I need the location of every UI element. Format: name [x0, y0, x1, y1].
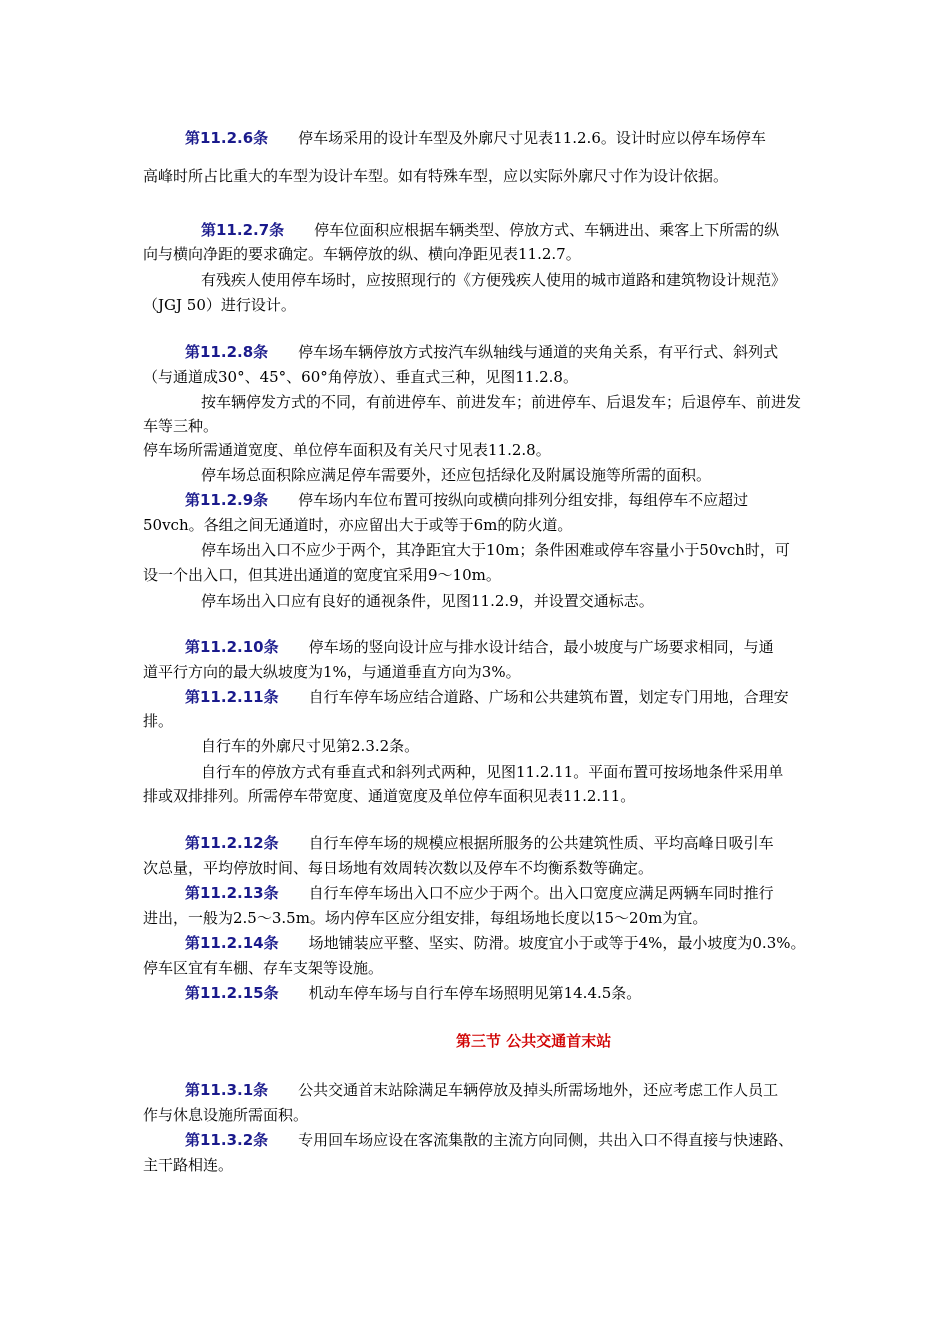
article-11-3-1 [185, 1080, 778, 1100]
article-11-2-9 [185, 490, 748, 510]
article-text: 进出，一般为2.5～3.5m。场内停车区应分组安排，每组场地长度以15～20m为宜。 [143, 909, 708, 927]
article-text: 50vch。各组之间无通道时，亦应留出大于或等于6m的防火道。 [143, 516, 573, 534]
article-11-2-11 [185, 687, 789, 707]
article-text: 有残疾人使用停车场时，应按照现行的《方便残疾人使用的城市道路和建筑物设计规范》 [201, 271, 787, 289]
article-11-2-7 [201, 220, 779, 240]
article-text: 自行车停车场的规模应根据所服务的公共建筑性质、平均高峰日吸引车 [308, 834, 774, 852]
article-text: （JGJ 50）进行设计。 [143, 296, 296, 314]
article-number: 第11.2.10条 [185, 638, 279, 656]
article-text: 向与横向净距的要求确定。车辆停放的纵、横向净距见表11.2.7。 [143, 245, 581, 263]
article-text: 停车位面积应根据车辆类型、停放方式、车辆进出、乘客上下所需的纵 [314, 221, 780, 239]
article-11-2-14 [185, 933, 806, 953]
article-11-2-13 [185, 883, 774, 903]
article-text: 场地铺装应平整、坚实、防滑。坡度宜小于或等于4%，最小坡度为0.3%。 [308, 934, 806, 952]
article-text: 停车场出入口应有良好的通视条件，见图11.2.9，并设置交通标志。 [201, 592, 654, 610]
article-number: 第11.3.2条 [185, 1131, 269, 1149]
article-text: 停车场内车位布置可按纵向或横向排列分组安排，每组停车不应超过 [298, 491, 749, 509]
article-text: 停车场车辆停放方式按汽车纵轴线与通道的夹角关系，有平行式、斜列式 [298, 343, 779, 361]
article-number: 第11.2.14条 [185, 934, 279, 952]
article-11-2-15 [185, 983, 641, 1003]
article-text: 自行车停车场应结合道路、广场和公共建筑布置，划定专门用地，合理安 [308, 688, 789, 706]
article-text: 设一个出入口，但其进出通道的宽度宜采用9～10m。 [143, 566, 501, 584]
article-11-2-6 [185, 128, 766, 148]
article-number: 第11.3.1条 [185, 1081, 269, 1099]
article-number: 第11.2.8条 [185, 343, 269, 361]
article-text: 排。 [143, 712, 174, 730]
article-text: 公共交通首末站除满足车辆停放及掉头所需场地外，还应考虑工作人员工 [298, 1081, 779, 1099]
article-text: 作与休息设施所需面积。 [143, 1106, 309, 1124]
article-text: 停车区宜有车棚、存车支架等设施。 [143, 959, 384, 977]
article-text: （与通道成30°、45°、60°角停放）、垂直式三种，见图11.2.8。 [143, 368, 578, 386]
article-text: 停车场的竖向设计应与排水设计结合，最小坡度与广场要求相同，与通 [308, 638, 774, 656]
article-text: 自行车的停放方式有垂直式和斜列式两种，见图11.2.11。平面布置可按场地条件采用单 [201, 763, 784, 781]
article-number: 第11.2.6条 [185, 129, 269, 147]
article-text: 高峰时所占比重大的车型为设计车型。如有特殊车型，应以实际外廓尺寸作为设计依据。 [143, 167, 729, 185]
article-number: 第11.2.7条 [201, 221, 285, 239]
article-11-2-8 [185, 342, 778, 362]
article-text: 道平行方向的最大纵坡度为1%，与通道垂直方向为3%。 [143, 663, 521, 681]
article-text: 次总量，平均停放时间、每日场地有效周转次数以及停车不均衡系数等确定。 [143, 859, 654, 877]
article-number: 第11.2.12条 [185, 834, 279, 852]
article-text: 停车场采用的设计车型及外廓尺寸见表11.2.6。设计时应以停车场停车 [298, 129, 766, 147]
article-text: 主干路相连。 [143, 1156, 234, 1174]
article-11-2-12 [185, 833, 774, 853]
article-text: 停车场所需通道宽度、单位停车面积及有关尺寸见表11.2.8。 [143, 441, 551, 459]
article-text: 自行车停车场出入口不应少于两个。出入口宽度应满足两辆车同时推行 [308, 884, 774, 902]
article-text: 专用回车场应设在客流集散的主流方向同侧，共出入口不得直接与快速路、 [298, 1131, 794, 1149]
article-number: 第11.2.15条 [185, 984, 279, 1002]
article-text: 按车辆停发方式的不同，有前进停车、前进发车；前进停车、后退发车；后退停车、前进发 [201, 393, 802, 411]
article-text: 机动车停车场与自行车停车场照明见第14.4.5条。 [308, 984, 642, 1002]
article-11-3-2 [185, 1130, 793, 1150]
article-text: 停车场总面积除应满足停车需要外，还应包括绿化及附属设施等所需的面积。 [201, 466, 712, 484]
article-text: 排或双排排列。所需停车带宽度、通道宽度及单位停车面积见表11.2.11。 [143, 787, 636, 805]
article-11-2-10 [185, 637, 774, 657]
section-heading: 第三节 公共交通首末站 [456, 1032, 612, 1050]
article-number: 第11.2.9条 [185, 491, 269, 509]
article-number: 第11.2.13条 [185, 884, 279, 902]
article-text: 车等三种。 [143, 417, 219, 435]
article-text: 自行车的外廓尺寸见第2.3.2条。 [201, 737, 420, 755]
article-text: 停车场出入口不应少于两个，其净距宜大于10m；条件困难或停车容量小于50vch时，可 [201, 541, 790, 559]
article-number: 第11.2.11条 [185, 688, 279, 706]
